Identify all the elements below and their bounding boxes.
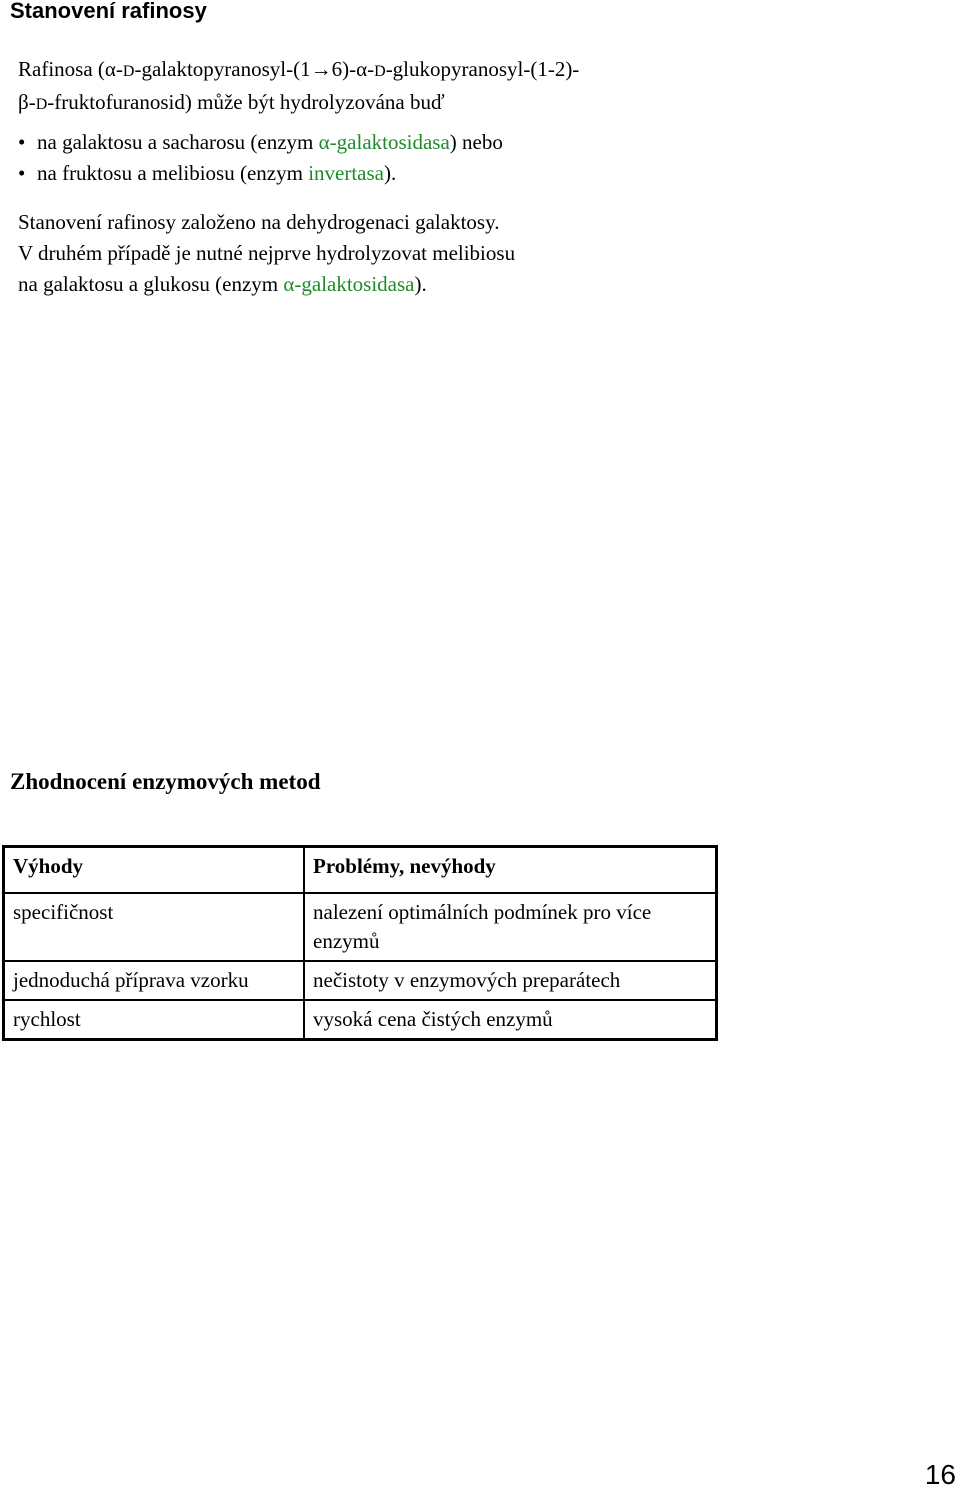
list-item-text: na fruktosu a melibiosu (enzym (37, 161, 309, 185)
advantage-cell: jednoduchá příprava vzorku (4, 961, 305, 1000)
paragraph-line: Stanovení rafinosy založeno na dehydrogenaci galaktosy. (18, 210, 500, 234)
disadvantage-cell: nalezení optimálních podmínek pro více enzymů (304, 893, 717, 961)
table-header-row (4, 847, 717, 894)
intro-paragraph (18, 54, 579, 120)
table-row (4, 1000, 717, 1040)
alpha-symbol: α (283, 272, 295, 296)
list-item (18, 158, 503, 189)
d-configuration: D (122, 63, 135, 80)
alpha-symbol: α (356, 57, 368, 81)
paragraph-text: na galaktosu a glukosu (enzym (18, 272, 284, 296)
intro-line-2 (18, 87, 579, 120)
beta-symbol: β (18, 90, 29, 114)
disadvantage-cell: vysoká cena čistých enzymů (304, 1000, 717, 1040)
advantage-cell: specifičnost (4, 893, 305, 961)
disadvantage-cell: nečistoty v enzymových preparátech (304, 961, 717, 1000)
paragraph-text: ). (414, 272, 427, 296)
list-item-text: ). (383, 161, 397, 185)
intro-text: - (115, 57, 123, 81)
header-advantages: Výhody (4, 847, 305, 894)
d-configuration: D (374, 63, 386, 80)
list-item-text: na galaktosu a sacharosu (enzym (37, 130, 319, 154)
comparison-table (2, 845, 718, 1041)
list-item (18, 127, 503, 158)
enzyme-name: -galaktosidasa (329, 130, 450, 154)
d-configuration: D (35, 96, 48, 113)
intro-text: Rafinosa ( (18, 57, 105, 81)
header-disadvantages: Problémy, nevýhody (304, 847, 717, 894)
section-heading: Zhodnocení enzymových metod (10, 769, 321, 794)
intro-text: 6)- (331, 57, 357, 81)
table-row (4, 961, 717, 1000)
page-number: 16 (924, 1459, 956, 1490)
intro-text: -fruktofuranosid) může být hydrolyzována buď (47, 90, 445, 114)
paragraph-line (18, 269, 515, 300)
table-row (4, 893, 717, 961)
intro-text: -galaktopyranosyl-(1 (134, 57, 311, 81)
advantage-cell: rychlost (4, 1000, 305, 1040)
alpha-symbol: α (318, 130, 330, 154)
intro-text: - (28, 90, 36, 114)
arrow-symbol: → (310, 57, 332, 81)
method-paragraph (18, 207, 515, 300)
enzyme-name: -galaktosidasa (294, 272, 415, 296)
list-item-text: ) nebo (449, 130, 503, 154)
intro-text: -glukopyranosyl-(1-2)- (385, 57, 580, 81)
hydrolysis-list (18, 127, 503, 189)
intro-text: - (367, 57, 375, 81)
intro-line-1 (18, 54, 579, 87)
page-heading: Stanovení rafinosy (10, 0, 207, 23)
enzyme-name: invertasa (308, 161, 384, 185)
alpha-symbol: α (104, 57, 116, 81)
paragraph-line: V druhém případě je nutné nejprve hydrolyzovat melibiosu (18, 241, 516, 265)
